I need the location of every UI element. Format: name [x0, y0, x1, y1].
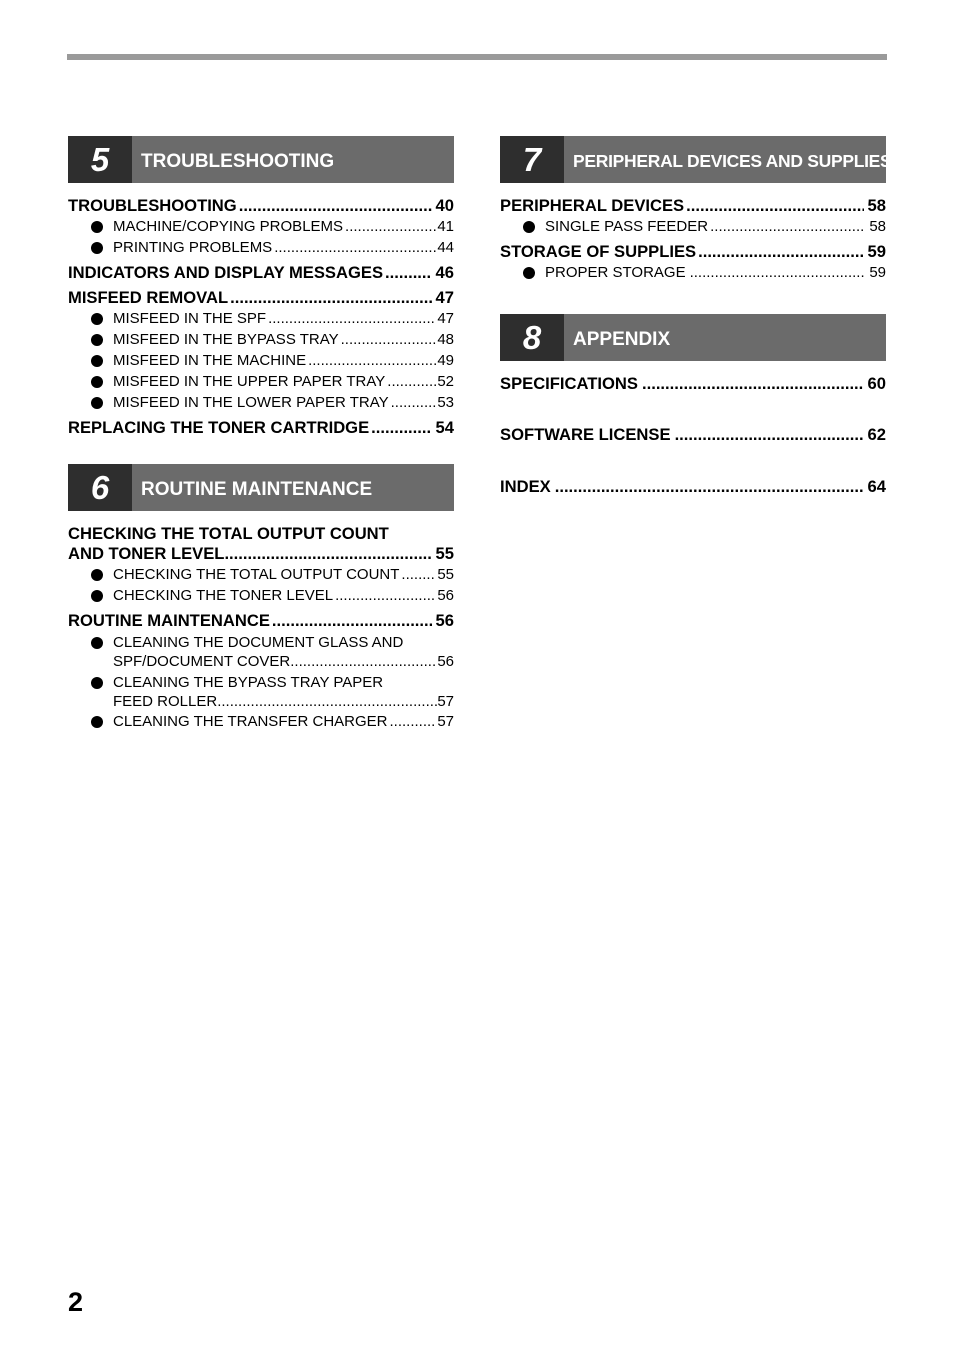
entry-title: MISFEED IN THE BYPASS TRAY	[113, 331, 339, 348]
toc-subentry[interactable]	[68, 633, 454, 671]
chapter-number: 7	[500, 136, 564, 183]
leader-dots	[675, 425, 864, 445]
toc-entries	[68, 183, 454, 438]
leader-dots	[698, 242, 863, 262]
leader-dots	[390, 711, 437, 732]
entry-title: STORAGE OF SUPPLIES	[500, 242, 697, 261]
chapter-header	[68, 136, 454, 183]
bullet-icon	[91, 355, 103, 367]
chapter-title: PERIPHERAL DEVICES AND SUPPLIES	[573, 151, 892, 171]
toc-entry[interactable]	[500, 196, 886, 216]
entry-title: AND TONER LEVEL	[68, 544, 225, 563]
chapter-number: 6	[68, 464, 132, 511]
bullet-icon	[91, 376, 103, 388]
toc-subentry[interactable]	[68, 392, 454, 413]
bullet-icon	[91, 590, 103, 602]
toc-entry[interactable]	[68, 418, 454, 438]
entry-page: 41	[437, 218, 454, 235]
toc-subentry[interactable]	[500, 216, 886, 237]
leader-dots	[387, 371, 436, 392]
toc-subentry[interactable]	[500, 262, 886, 283]
toc-entry[interactable]	[500, 242, 886, 262]
bullet-icon	[91, 716, 103, 728]
entry-page: 47	[437, 310, 454, 327]
toc-entry[interactable]	[68, 611, 454, 631]
chapter-header	[68, 464, 454, 511]
bullet-icon	[91, 242, 103, 254]
toc-entry[interactable]	[68, 196, 454, 216]
entry-title: CHECKING THE TOTAL OUTPUT COUNT	[113, 566, 400, 583]
toc-subentry[interactable]	[68, 371, 454, 392]
toc-entries	[500, 183, 886, 283]
leader-dots	[686, 196, 863, 216]
toc-subentry[interactable]	[68, 673, 454, 711]
toc-entry[interactable]	[68, 263, 454, 283]
entry-page: 58	[869, 218, 886, 235]
chapter-5	[68, 136, 454, 438]
bullet-icon	[91, 313, 103, 325]
entry-title: MISFEED IN THE SPF	[113, 310, 267, 327]
leader-dots	[642, 374, 864, 394]
leader-dots	[401, 564, 436, 585]
toc-left-column	[68, 136, 454, 758]
entry-title: MISFEED IN THE MACHINE	[113, 352, 307, 369]
chapter-7	[500, 136, 892, 283]
bullet-icon	[91, 221, 103, 233]
bullet-icon	[91, 334, 103, 346]
bullet-icon	[91, 677, 103, 689]
entry-title-line1: CLEANING THE DOCUMENT GLASS AND	[113, 634, 404, 651]
toc-subentry[interactable]	[68, 564, 454, 585]
bullet-icon	[523, 221, 535, 233]
leader-dots	[224, 544, 431, 564]
entry-title: ROUTINE MAINTENANCE	[68, 611, 270, 630]
entry-page: 55	[437, 566, 454, 583]
top-rule	[67, 54, 887, 60]
leader-dots	[217, 692, 437, 711]
chapter-number: 8	[500, 314, 564, 361]
entry-page: 59	[867, 242, 886, 261]
entry-title: MISFEED REMOVAL	[68, 288, 229, 307]
toc-entry[interactable]	[500, 374, 886, 394]
entry-title-line1: CHECKING THE TOTAL OUTPUT COUNT	[68, 524, 389, 543]
entry-page: 46	[435, 263, 454, 282]
entry-page: 54	[435, 418, 454, 437]
entry-title: SINGLE PASS FEEDER	[545, 218, 709, 235]
chapter-title: ROUTINE MAINTENANCE	[141, 478, 373, 500]
leader-dots	[239, 196, 432, 216]
leader-dots	[272, 611, 432, 631]
entry-title: MISFEED IN THE LOWER PAPER TRAY	[113, 394, 389, 411]
entry-page: 58	[867, 196, 886, 215]
entry-page: 60	[867, 374, 886, 393]
entry-title: INDEX	[500, 477, 551, 496]
entry-page: 40	[435, 196, 454, 215]
entry-title: SPECIFICATIONS	[500, 374, 638, 393]
leader-dots	[385, 263, 432, 283]
chapter-number: 5	[68, 136, 132, 183]
entry-title: REPLACING THE TONER CARTRIDGE	[68, 418, 370, 437]
entry-title: CLEANING THE TRANSFER CHARGER	[113, 713, 388, 730]
leader-dots	[555, 477, 864, 497]
entry-page: 62	[867, 425, 886, 444]
entry-title: MISFEED IN THE UPPER PAPER TRAY	[113, 373, 386, 390]
entry-title: INDICATORS AND DISPLAY MESSAGES	[68, 263, 384, 282]
chapter-6	[68, 464, 454, 732]
entry-page: 64	[867, 477, 886, 496]
leader-dots	[274, 237, 436, 258]
toc-subentry[interactable]	[68, 237, 454, 258]
toc-entry[interactable]	[500, 425, 886, 445]
toc-entries	[68, 511, 454, 732]
leader-dots	[230, 288, 431, 308]
entry-title: PERIPHERAL DEVICES	[500, 196, 685, 215]
bullet-icon	[91, 569, 103, 581]
leader-dots	[391, 392, 437, 413]
entry-title: SPF/DOCUMENT COVER	[113, 653, 291, 670]
entry-title: TROUBLESHOOTING	[68, 196, 237, 215]
toc-entries	[500, 361, 886, 497]
entry-page: 56	[437, 653, 454, 670]
leader-dots	[341, 329, 437, 350]
leader-dots	[345, 216, 436, 237]
toc-subentry[interactable]	[68, 308, 454, 329]
bullet-icon	[91, 637, 103, 649]
chapter-header	[500, 136, 892, 183]
chapter-header	[500, 314, 886, 361]
bullet-icon	[91, 397, 103, 409]
toc-entry[interactable]	[500, 477, 886, 497]
page-number: 2	[68, 1287, 84, 1317]
leader-dots	[290, 652, 437, 671]
chapter-title: APPENDIX	[573, 328, 671, 350]
entry-page: 57	[437, 693, 454, 710]
entry-page: 56	[435, 611, 454, 630]
entry-page: 53	[437, 394, 454, 411]
leader-dots	[268, 308, 436, 329]
entry-page: 59	[869, 264, 886, 281]
toc-subentry[interactable]	[68, 711, 454, 732]
chapter-8	[500, 314, 886, 497]
leader-dots	[308, 350, 436, 371]
entry-title-line1: CLEANING THE BYPASS TRAY PAPER	[113, 674, 384, 691]
entry-page: 44	[437, 239, 454, 256]
entry-page: 52	[437, 373, 454, 390]
toc-entry[interactable]	[68, 288, 454, 308]
entry-title: MACHINE/COPYING PROBLEMS	[113, 218, 344, 235]
entry-page: 48	[437, 331, 454, 348]
entry-page: 57	[437, 713, 454, 730]
entry-page: 49	[437, 352, 454, 369]
leader-dots	[710, 216, 865, 237]
toc-subentry[interactable]	[68, 350, 454, 371]
toc-right-column	[500, 136, 892, 523]
entry-page: 47	[435, 288, 454, 307]
entry-page: 55	[435, 544, 454, 563]
entry-title: FEED ROLLER	[113, 693, 218, 710]
entry-title: CHECKING THE TONER LEVEL	[113, 587, 334, 604]
toc-entry[interactable]	[68, 524, 454, 564]
entry-title: PRINTING PROBLEMS	[113, 239, 273, 256]
bullet-icon	[523, 267, 535, 279]
toc-subentry[interactable]	[68, 329, 454, 350]
toc-subentry[interactable]	[68, 216, 454, 237]
toc-subentry[interactable]	[68, 585, 454, 606]
entry-page: 56	[437, 587, 454, 604]
chapter-title: TROUBLESHOOTING	[141, 150, 335, 172]
entry-title: PROPER STORAGE	[545, 264, 686, 281]
leader-dots	[371, 418, 431, 438]
leader-dots	[690, 262, 866, 283]
leader-dots	[335, 585, 436, 606]
entry-title: SOFTWARE LICENSE	[500, 425, 671, 444]
